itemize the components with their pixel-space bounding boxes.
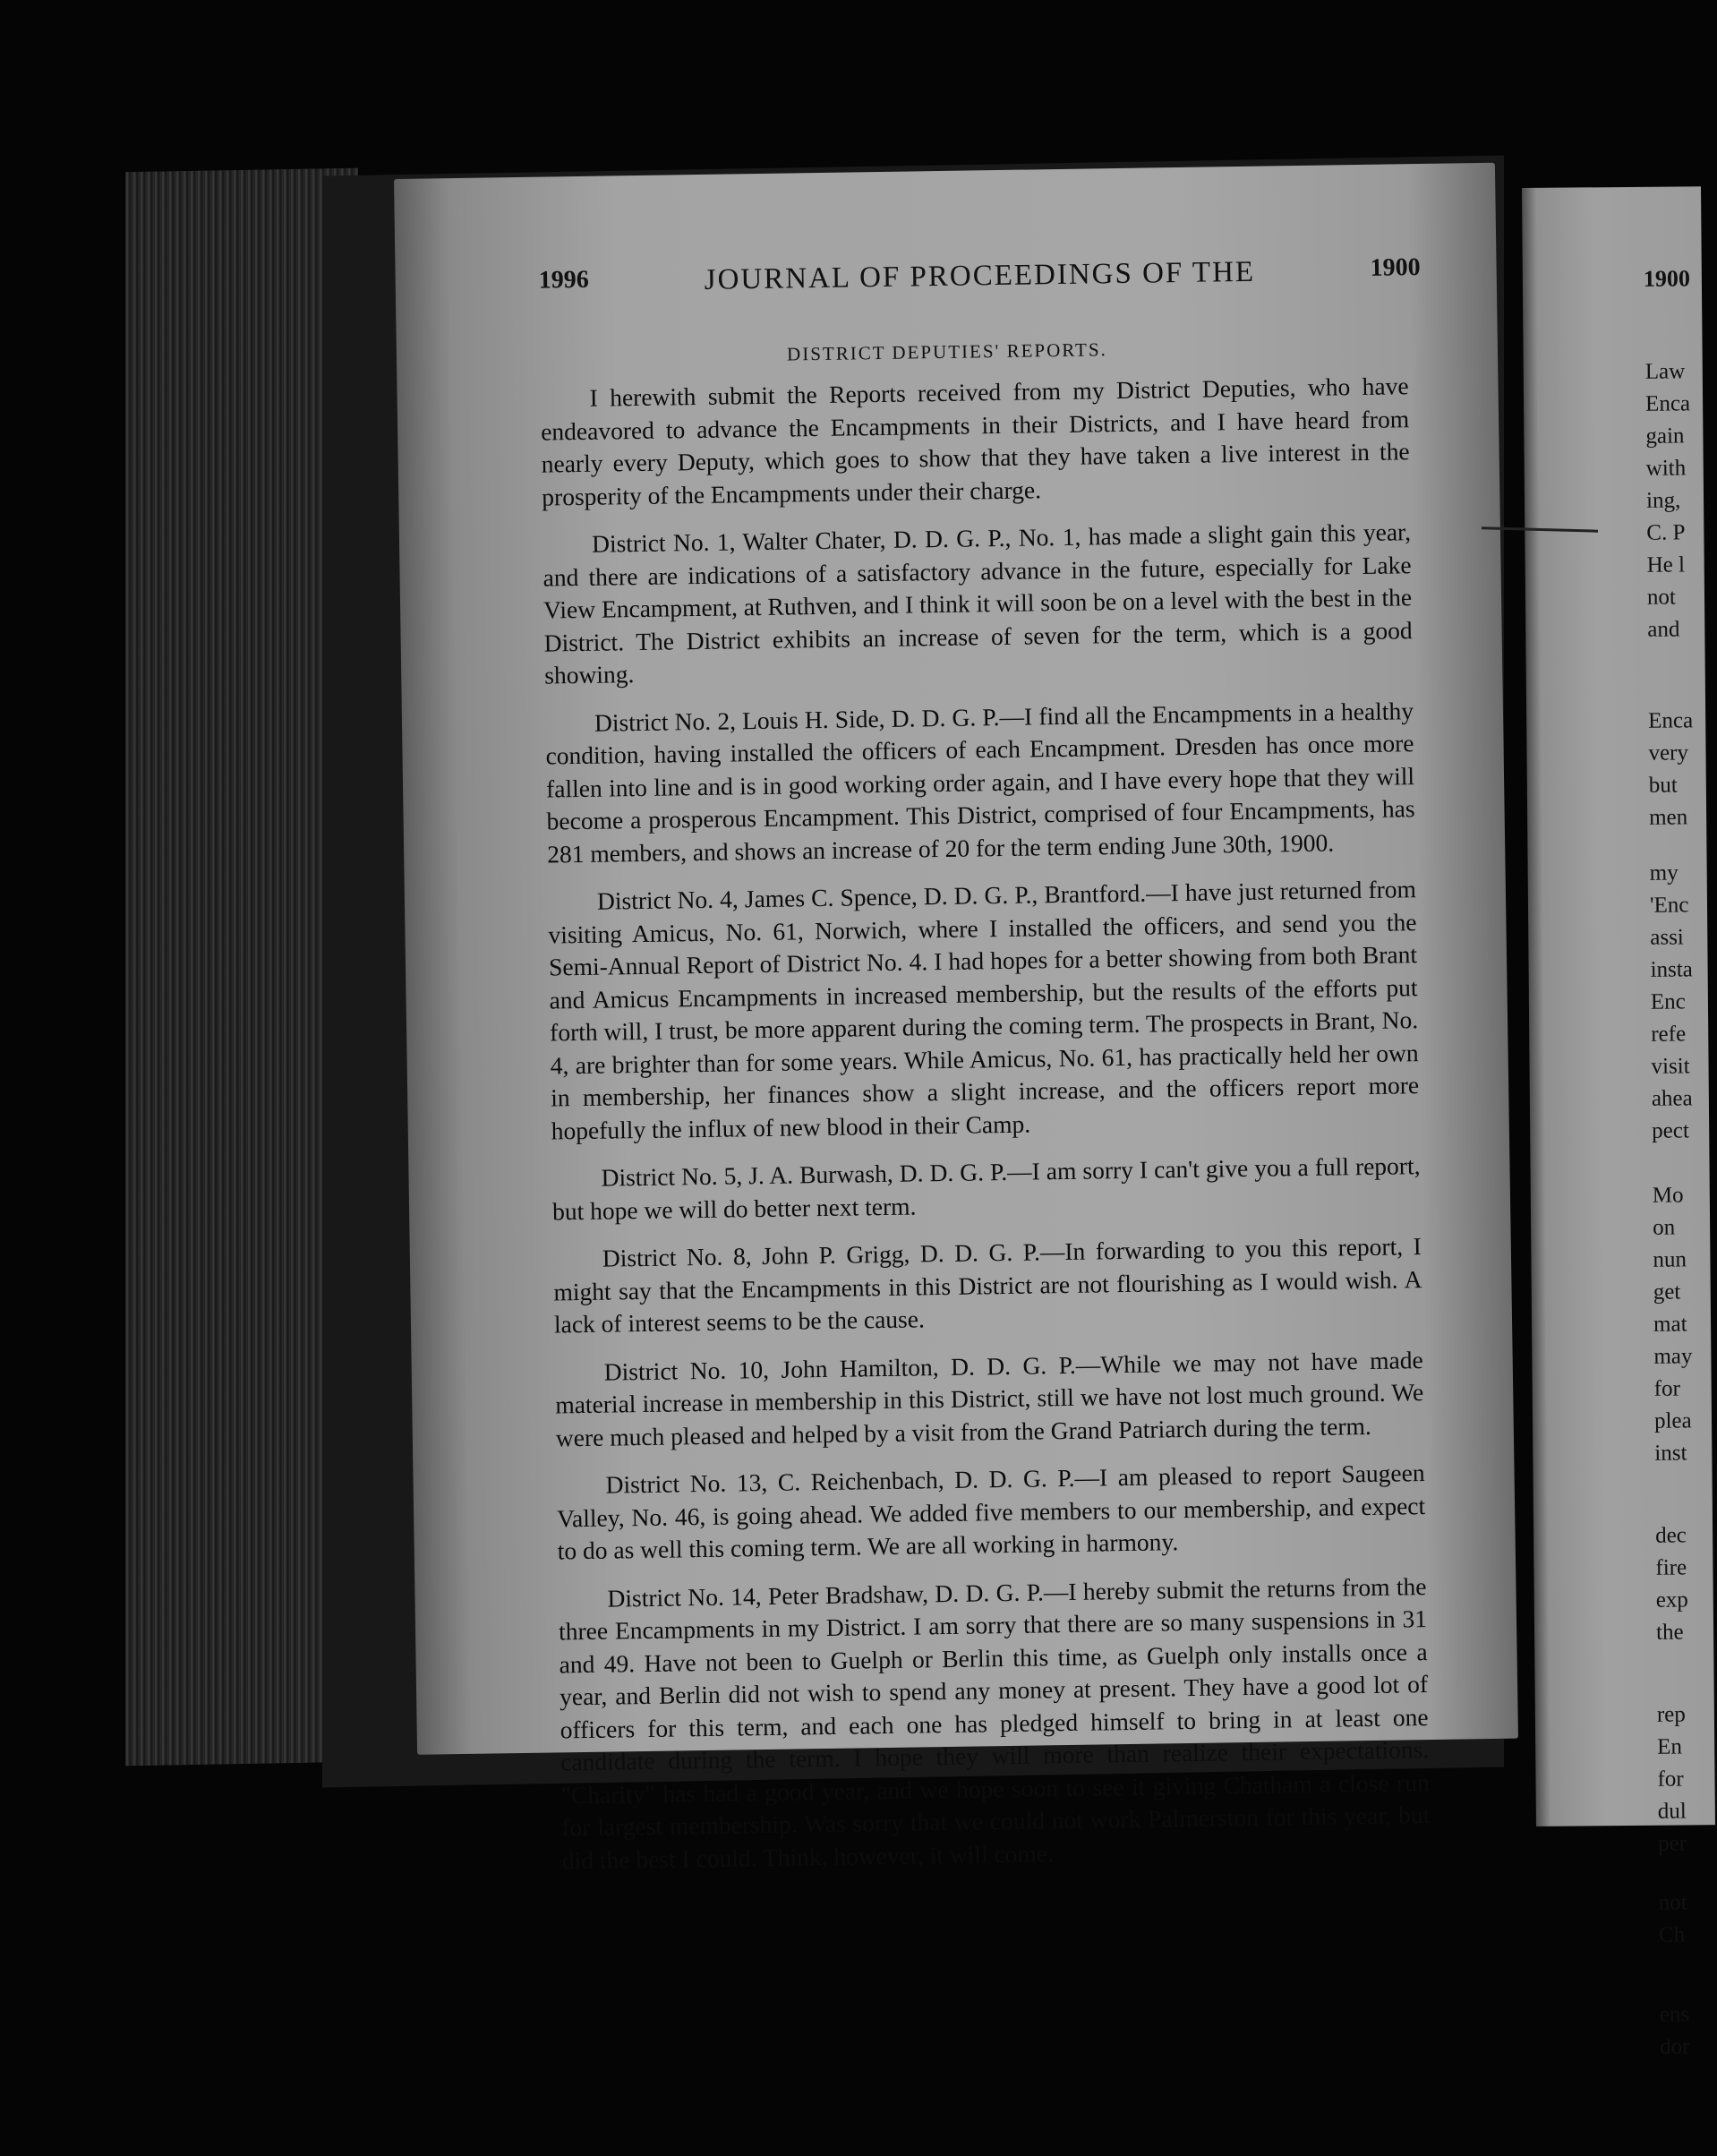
right-page-fragment: ens (1659, 2002, 1690, 2027)
right-page-fragment: but (1648, 773, 1678, 798)
right-page-fragment: C. P (1646, 520, 1686, 545)
right-page-fragment: rep (1656, 1702, 1686, 1727)
paragraph-district-8: District No. 8, John P. Grigg, D. D. G. P.—In forwarding to you this report, I might say that the Encampments in this District are not flourishing as I would wish. A lack of interest seems to be the cause. (553, 1232, 1422, 1339)
right-page-fragment: exp (1655, 1587, 1688, 1613)
right-page-fragment: the (1655, 1620, 1684, 1645)
right-page-fragment: Enca (1648, 708, 1694, 733)
right-page-fragment: for (1657, 1767, 1684, 1792)
right-page-fragment: Mo (1652, 1183, 1684, 1208)
right-page-year: 1900 (1643, 265, 1691, 292)
right-page-fragment: dor (1660, 2034, 1690, 2059)
right-page-fragment: pect (1652, 1118, 1689, 1143)
right-page-fragment: 'Enc (1649, 893, 1689, 918)
right-page-fragment: plea (1653, 1408, 1692, 1433)
right-page-fragment: men (1649, 805, 1688, 830)
right-page-fragment: refe (1651, 1022, 1687, 1047)
right-page-fragment: per (1658, 1831, 1687, 1856)
right-page-fragment: dul (1657, 1799, 1687, 1824)
running-title: JOURNAL OF PROCEEDINGS OF THE (704, 255, 1256, 296)
right-page-fragment: Law (1644, 359, 1686, 384)
right-page-fragment: for (1653, 1376, 1680, 1401)
right-page-fragment: He l (1646, 552, 1686, 578)
right-page-fragment: my (1649, 860, 1679, 886)
right-page-fragment: fire (1655, 1555, 1687, 1580)
right-page (1522, 186, 1715, 2059)
paragraph-district-5: District No. 5, J. A. Burwash, D. D. G. P.—I am sorry I can't give you a full report, but hope we will do better next term. (551, 1151, 1421, 1225)
right-page-fragment: gain (1645, 424, 1685, 449)
right-page-fragment: not (1646, 585, 1677, 610)
right-page-fragment: Enca (1644, 391, 1691, 416)
page-header (538, 253, 1443, 312)
right-page-fragment: assi (1650, 925, 1684, 950)
page-number: 1996 (538, 265, 589, 295)
paragraph-district-4: District No. 4, James C. Spence, D. D. G. P., Brantford.—I have just returned from visiting Amicus, No. 61, Norwich, where I installed the officers, and send you the Semi-Annual Report of District No. 4. I had hopes for a better showing from both Brant and Amicus Encampments in increased membership, but the results of the efforts put forth will, I trust, be more apparent during the coming term. The prospects in Brant, No. 4, are brighter than for some years. While Amicus, No. 61, has practically held her own in membership, her finances show a slight increase, and the officers report more hopefully the influx of new blood in their Camp. (548, 875, 1420, 1145)
report-body (540, 370, 1431, 1892)
right-page-fragment: mat (1653, 1312, 1687, 1337)
right-page-fragment: may (1653, 1344, 1693, 1369)
paragraph-district-1: District No. 1, Walter Chater, D. D. G. P., No. 1, has made a slight gain this year, and there are indications of a satisfactory advance in the future, especially for Lake View Encampment, at Ruthven, and I think it will soon be on a level with the best in the District. The District exhibits an increase of seven for the term, which is a good showing. (542, 518, 1413, 689)
right-page-fragment: very (1648, 740, 1689, 766)
right-page-fragment: nun (1653, 1247, 1687, 1272)
header-year: 1900 (1370, 253, 1421, 282)
right-page-fragment: Ch (1658, 1922, 1686, 1947)
right-page-fragment: and (1647, 617, 1680, 642)
right-page-fragment: get (1653, 1279, 1681, 1305)
paragraph-district-2: District No. 2, Louis H. Side, D. D. G. P.—I find all the Encampments in a healthy condition, having installed the officers of each Encampment. Dresden has once more fallen into line and is in good working order again, and I have every hope that they will become a prosperous Encampment. This District, comprised of four Encampments, has 281 members, and shows an increase of 20 for the term ending June 30th, 1900. (545, 696, 1415, 868)
paragraph-intro: I herewith submit the Reports received from my District Deputies, who have endeavored to advance the Encampments in their Districts, and I have heard from nearly every Deputy, which goes to show that they have taken a live interest in the prosperity of the Encampments under their charge. (540, 372, 1410, 511)
right-page-fragment: inst (1654, 1441, 1687, 1466)
right-page-fragment: not (1658, 1890, 1687, 1915)
right-page-fragment: on (1653, 1215, 1676, 1240)
right-page-fragment: Enc (1650, 989, 1686, 1014)
left-page (394, 163, 1518, 1874)
right-page-fragment: dec (1655, 1523, 1687, 1548)
right-page-fragment: insta (1650, 957, 1693, 982)
section-heading: DISTRICT DEPUTIES' REPORTS. (786, 338, 1107, 365)
right-page-fragment: with (1645, 456, 1687, 481)
right-page-fragment: En (1657, 1734, 1683, 1759)
right-page-fragment: ahea (1651, 1086, 1693, 1111)
right-page-fragment: ing, (1645, 488, 1681, 513)
paragraph-district-10: District No. 10, John Hamilton, D. D. G. P.—While we may not have made material increase in membership in this District, still we have not lost much ground. We were much pleased and helped by a visit from the Grand Patriarch during the term. (555, 1345, 1424, 1451)
paragraph-district-14: District No. 14, Peter Bradshaw, D. D. G. P.—I hereby submit the returns from the three Encampments in my District. I am sorry that there are so many suspensions in 31 and 49. Have not been to Guelph or Berlin this time, as Guelph only installs once a year, and Berlin did not wish to spend any money at present. They have a good lot of officers for this term, and each one has pledged himself to bring in at least one candidate during the term. I hope they will more than realize their expectations. "Charity" has had a good year, and we hope soon to see it giving Chatham a close run for largest membership. Was sorry that we could not work Palmerston for this year, but did the best I could. Think, however, it will come. (558, 1571, 1431, 1874)
right-page-fragment: visit (1651, 1054, 1690, 1079)
paragraph-district-13: District No. 13, C. Reichenbach, D. D. G. P.—I am pleased to report Saugeen Valley, No. 46, is going ahead. We added five members to our membership, and expect to do as well this coming term. We are all working in harmony. (556, 1459, 1426, 1565)
